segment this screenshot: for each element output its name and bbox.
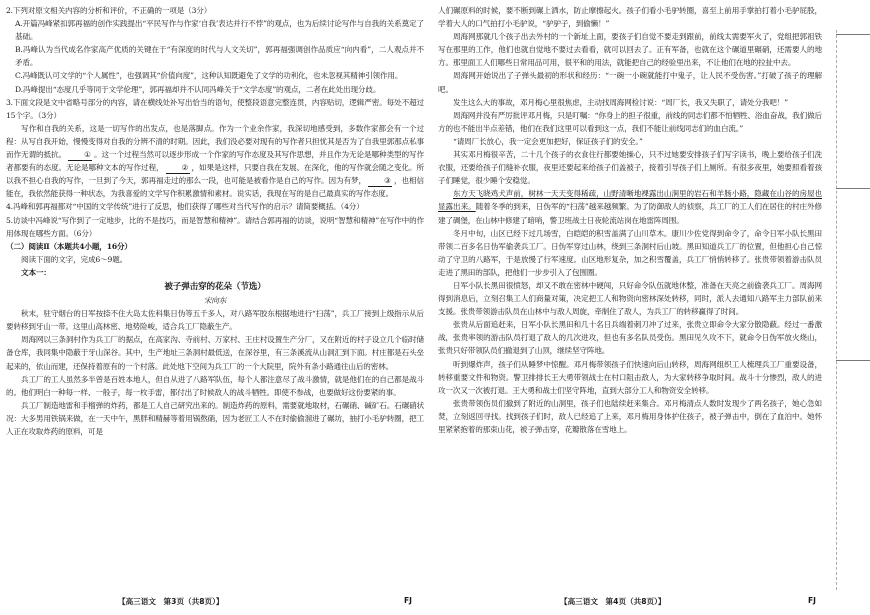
- story-paragraph-11: 张贵从后面追赶来，日军小队长黑田和几十名日兵端着刺刀冲了过来，张贵立即命令大家分散隐蔽。经过一番激战，张贵率领的游击队员打退了敌人的几次进攻，但也有多名队员受伤。黑田见久攻不下，就命令日伪军放火烧山，张贵只好带领队员们撤退到了山顶，继续坚守阵地。: [438, 320, 822, 356]
- story-paragraph-9: 冬月中旬，山区已经下过几场雪，白皑皑的积雪盖满了山川草木。康川少佐党得到命令了，命令日军小队长黑田带领二百多名日伪军偷袭兵工厂。日伪军穿过山林，绕到三条洞村后山坡。黑田知道兵工厂的位置，但他担心自己惊动了守卫的八路军，于是放慢了行军速度。山区地形复杂，加之积雪覆盖，兵工厂悄悄转移了。张贵带领着游击队员走进了黑田的部队，把他们一步步引入了包围圈。: [438, 228, 822, 277]
- text-one-label: 文本一：: [21, 267, 51, 277]
- question-3-stem: 3.下面文段是文中省略号部分的内容，请在横线处补写出恰当的语句，使整段语意完整连贯，内容贴切，逻辑严密。每处不超过15个字。（3分）: [6, 97, 424, 120]
- story-paragraph-13: 张贵带领伤员们撤到了附近的山洞里，孩子们也陆续赶来集合。邓月梅清点人数时发现少了两名孩子，她心急如焚，立刻返回寻找。找到孩子们时，敌人已经追了上来，邓月梅用身体护住孩子，被子弹击中，倒在了血泊中。她怀里紧紧抱着的那束山花，被子弹击穿，花瓣散落在雪地上。: [438, 398, 822, 434]
- question-2-option-c: C.冯峰既认可文学的“个人属性”，也强调其“价值向度”，这种认知既避免了文学的功利化，也未忽视其精神引领作用。: [15, 71, 403, 81]
- left-page: [6, 4, 424, 590]
- page-4-footer-label: 【高三语文 第4页（共8页）】: [560, 597, 666, 606]
- story-paragraph-3: 周海网开始说出了子弹头最初的形状和经历：“一碗一小碗就能打中鬼子，让人民不受伤害。”打破了孩子的理解吧。: [438, 71, 822, 94]
- page-3-footer-code: FJ: [404, 596, 413, 605]
- fill-blank-1: ①: [68, 150, 92, 161]
- question-2-option-b: B.冯峰认为当代成名作家高产优质的关键在于“有深度的时代与人文关切”，郭再福强调创作品质应“向内看”，二人观点并不矛盾。: [15, 45, 424, 68]
- question-4: 4.冯峰和郭再福都对“中国的文学传统”进行了反思，他们获得了哪些对当代写作的启示？请简要概括。（4分）: [6, 202, 364, 212]
- binding-mark-top: [836, 34, 870, 35]
- question-3-passage-part-1: 写作和自我的关系，这是一切写作的出发点，也是落脚点。作为一个业余作家，我深切地感受到，多数作家都会有一个过程：从写自我开始，慢慢变得对自我的分辨不清的时期。因此，我们没必要对现有的写作者只担忧其是否为了自我里郭那点私事而作无谓的抵抗。: [6, 123, 424, 160]
- story-paragraph-6: “请周厂长放心，我一定会更加把好，保证孩子们的安全。”: [453, 136, 643, 146]
- question-2-option-d: D.冯峰提出“态度几乎等同于文学伦理”，郭再福却并不认同冯峰关于“文学态度”的观点，二者在此处出现分歧。: [15, 84, 381, 94]
- article-author: 宋向东: [203, 296, 227, 306]
- story-paragraph-10: 日军小队长黑田很愤怒，却又不敢在密林中硬闯，只好命令队伍就地休整，准备在天亮之前偷袭兵工厂。周海网得到消息后，立刻召集工人们商量对策，决定把工人和物资向密林深处转移，同时，派人去通知八路军主力部队前来支援。张贵带领游击队员在山林中与敌人周旋，牵制住了敌人，为兵工厂的转移赢得了时间。: [438, 280, 822, 317]
- story-paragraph-5: 周海网并没有严厉批评邓月梅，只是叮嘱：“你身上的担子很重，前线的同志们都不怕牺牲、浴血奋战，我们做后方的也不能出半点差错，他们在我们这里可以看到这一点，我们不能让前线同志们的血白流。”: [438, 110, 822, 133]
- question-2-option-a: A.开篇冯峰紧扣郭再福的创作实践提出“平民写作与作家‘自我’表达并行不悖”的观点，也为后续讨论写作与自我的关系奠定了基础。: [15, 19, 424, 42]
- question-5: 5.访谈中冯峰说“写作到了一定地步，比的不是技巧，而是智慧和精神”。请结合郭再福的访谈，说明“智慧和精神”在写作中的作用体现在哪些方面。（6分）: [6, 215, 424, 238]
- underlined-sentence: 东方天飞晓鸡犬声前，树林一天天变得稀疏，山野清晰地裸露出山涧里的岩石和羊肠小路，隐藏在山谷的房屋也显露出来。: [438, 189, 822, 212]
- section-2-heading: （二）阅读Ⅱ（本题共4小题，16分）: [6, 241, 132, 251]
- story-paragraph-4: 发生这么大的事故，邓月梅心里很焦虑，主动找周海网检讨说：“周厂长，我又失职了，请处分我吧！”: [453, 97, 788, 107]
- article-paragraph-4: 兵工厂制造地雷和手榴弹的炸药，都是工人自己研究出来的。制造炸药的原料，需要就地取材，石碾硝、碱矿石。石碾硝状况：大多男用铁锅来做，在一天中午，黑胖和精赫等着用锅熬硝，因为老匠工人不在时偷偷溜进了碾坊，抽打小毛驴转圈，把工人正在攻取炸药的原料，可是: [6, 400, 424, 436]
- article-paragraph-3: 兵工厂的工人虽然多半曾是百姓本地人，但自从进了八路军队伍，每个人都注意尽了战斗激情，就是他们在的自己都是战斗的。他们明白一种每一样、一般子，每一枚手雷，都付出了时候敌人的战斗牺牲。即使不参战，也要做好这份要紧的事。: [6, 374, 424, 397]
- right-page: [438, 4, 822, 590]
- story-paragraph-7: 其实邓月梅很辛苦，二十几个孩子的衣食住行都要她操心，只不过她要安排孩子们写字读书，晚上要给孩子们洗衣服，还要给孩子们缝补衣服，夜里还要起来给孩子们盖被子，接着引导孩子们上厕所。有很多夜里，她要照看着孩子们睡觉，很少睡个安稳觉。: [438, 150, 822, 186]
- binding-margin-line: [836, 30, 838, 590]
- article-paragraph-1: 秋末，驻守烟台的日军按捺不住大岛太佐科集日伪等五千多人，对八路军胶东根据地进行“扫荡”，兵工厂接到上级指示从后要转移到牙山一带。这里山高林密、地势险峻，适合兵工厂隐蔽生产。: [6, 309, 424, 332]
- binding-mark-middle: [836, 188, 870, 189]
- fill-blank-2: ②: [166, 163, 190, 174]
- fill-blank-3: ③: [368, 176, 392, 187]
- story-paragraph-2: 周海网那就几个孩子出去外村的一个新址上面，要孩子们自觉不要走到跟前，前线太需要军火了，党组把郭祖铁写在那里的工作，他们也就自觉地不要过去看看，就可以回去了。正有军备，也就在这个碾道里碾硝，还需要人的地方。那里面工人们哪些日常用品可用，很平和的用法，就能把自己的经验里出来，不让他们在地的拉扯中去。: [438, 32, 822, 68]
- section-2-instruction: 阅读下面的文字，完成6～9题。: [21, 254, 128, 264]
- article-title: 被子弹击穿的花朵（节选）: [164, 281, 266, 292]
- question-3-passage-part-3: ，如果是这样，只要自我在发展、在深化，他的写作就会随之变化。所以我不担心自我的写作，一旦到了今天，郭再福走过的那么一段，也可能是被看作是自己的写作。因为有梦，: [6, 163, 424, 186]
- page-4-footer-code: FJ: [808, 596, 817, 605]
- story-paragraph-8-rest: 随着冬季的到来，日伪军的“扫荡”越来越频繁。为了防御敌人的侦察，兵工厂的工人们在居住的村庄外修建了碉堡，在山林中修建了暗哨，警卫班战士日夜轮流站岗在地雷阵周围。: [438, 202, 822, 225]
- question-3-passage-part-2: 。这一个过程当然可以逐步形成一个作家的写作态度及其写作思想，并且作为无论是哪种类型的写作者都要有的态度。无论是哪种文本的写作过程，: [6, 150, 424, 173]
- page-3-footer-label: 【高三语文 第3页（共8页）】: [118, 597, 224, 606]
- story-paragraph-1: 人们碾原料的时候，要不断到碾上洒水，防止摩擦起火。孩子们看小毛驴转圈，喜至上前用手掌拍打着小毛驴屁股，学着大人的口气拍打小毛驴说，“驴驴子，到偷懒！”: [438, 6, 822, 29]
- question-3-passage: [6, 122, 424, 201]
- question-2-stem: 2.下列对原文相关内容的分析和评价，不正确的一项是（3分）: [6, 6, 212, 15]
- story-paragraph-8: [438, 187, 822, 226]
- question-3-passage-part-4: ，也相信能在，我依然能获得一种状态，为我喜爱的文学写作积累激情和素材。说实话，我现在写的是自己最真实的写作态度。: [6, 176, 424, 199]
- story-paragraph-12: 听到爆炸声，孩子们从睡梦中惊醒。邓月梅带领孩子们快速向后山转移，周海网组织工人梳理兵工厂重要设备，转移重要文件和物资。警卫排排长王大勇带领战士在村口阻击敌人，为大家转移争取时间。战斗十分惨烈，敌人的进攻一次又一次被打退。王大勇和战士们坚守阵地，直到大部分工人和物资安全转移。: [438, 359, 822, 395]
- article-paragraph-2: 周海网以三条洞村作为兵工厂的据点，在高家沟、寺前村、万家村、王庄村设置生产分厂，又在附近的村子设立几个临时储备仓库，我同集中隐蔽于牙山深谷。其中，生产地址三条洞村最低送，在深谷里，有三条溪流从山洞汇到下面。村庄都是石头垒起来的，依山而建，还保持着原有的一个村落。此处地下空间为兵工厂的一个大院里，院外有条小路通往山后的密林。: [6, 335, 424, 371]
- binding-mark-bottom: [836, 360, 870, 361]
